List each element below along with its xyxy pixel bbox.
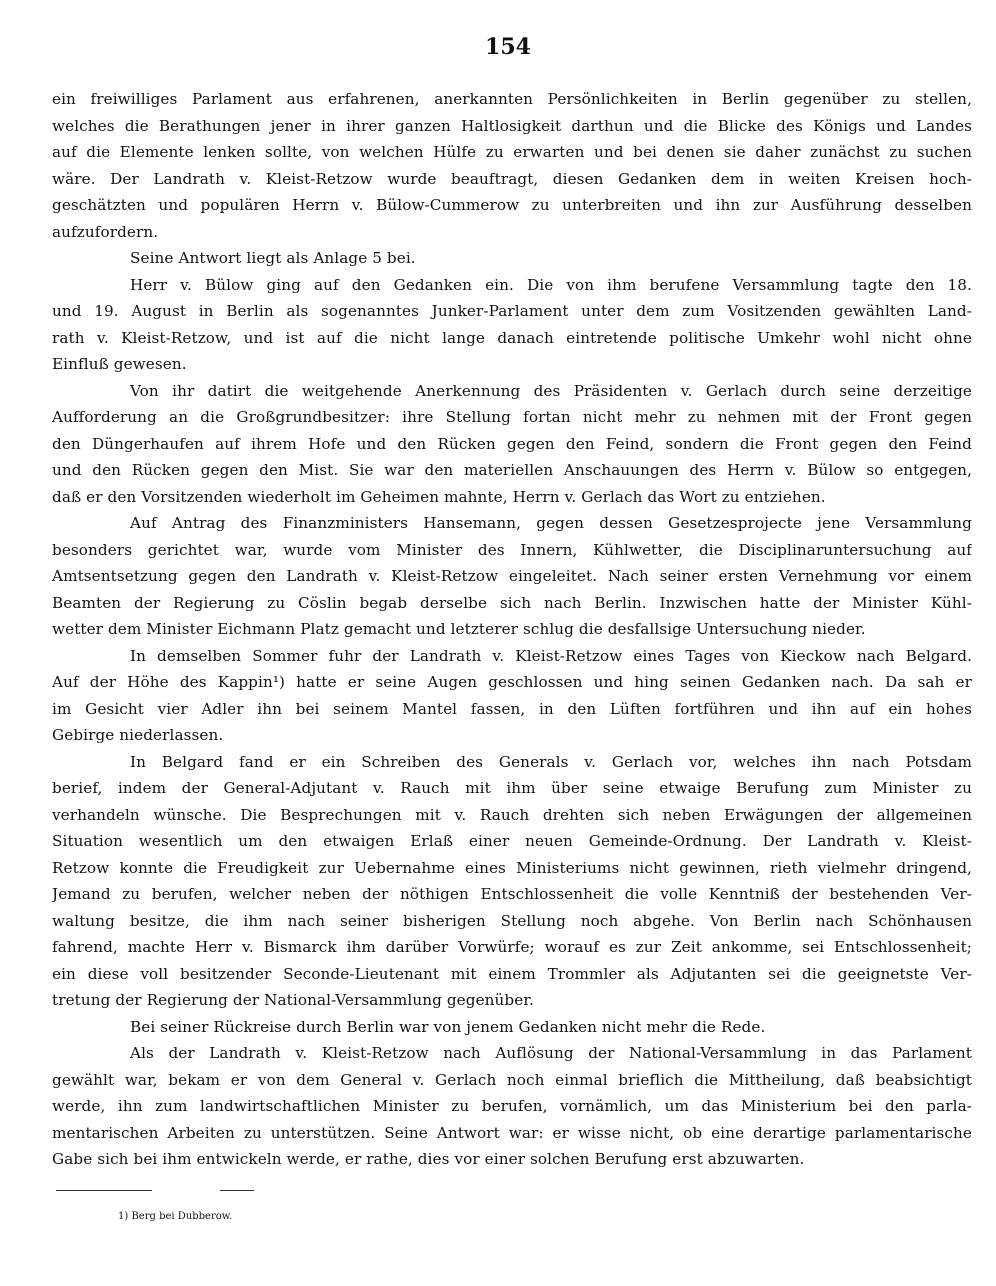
paragraph	[52, 510, 972, 643]
paragraph	[52, 272, 972, 378]
text-line: Auf Antrag des Finanzministers Hansemann, gegen dessen Gesetzesprojecte jene Versammlung	[130, 514, 972, 532]
text-line: berief, indem der General-Adjutant v. Rauch mit ihm über seine etwaige Berufung zum Minister zu	[52, 779, 972, 797]
footnote: 1) Berg bei Dubberow.	[118, 1211, 233, 1222]
text-line: ein freiwilliges Parlament aus erfahrenen, anerkannten Persönlichkeiten in Berlin gegenüber zu stellen,	[52, 90, 972, 108]
text-line: tretung der Regierung der National-Versammlung gegenüber.	[52, 991, 534, 1009]
paragraph	[52, 245, 972, 272]
text-line: gewählt war, bekam er von dem General v. Gerlach noch einmal brieflich die Mittheilung, daß beabsichtigt	[52, 1070, 972, 1089]
text-line: mentarischen Arbeiten zu unterstützen. Seine Antwort war: er wisse nicht, ob eine derartige parlamentarische	[52, 1123, 972, 1142]
text-line: In Belgard fand er ein Schreiben des Generals v. Gerlach vor, welches ihn nach Potsdam	[130, 752, 972, 771]
text-line: In demselben Sommer fuhr der Landrath v. Kleist-Retzow eines Tages von Kieckow nach Belgard.	[130, 646, 972, 665]
text-line: Auf der Höhe des Kappin¹) hatte er seine Augen geschlossen und hing seinen Gedanken nach. Da sah er	[52, 673, 972, 691]
text-line: aufzufordern.	[52, 222, 159, 241]
text-line: und 19. August in Berlin als sogenanntes Junker-Parlament unter dem zum Vositzenden gewählten Land-	[52, 302, 972, 320]
text-line: und den Rücken gegen den Mist. Sie war den materiellen Anschauungen des Herrn v. Bülow so entgegen,	[52, 461, 972, 479]
paragraph	[52, 1014, 972, 1041]
text-line: wäre. Der Landrath v. Kleist-Retzow wurde beauftragt, diesen Gedanken dem in weiten Kreisen hoch-	[52, 169, 972, 188]
paragraph	[52, 1040, 972, 1173]
footnote-rule	[56, 1190, 256, 1204]
text-line: geschätzten und populären Herrn v. Bülow-Cummerow zu unterbreiten und ihn zur Ausführung desselben	[52, 196, 972, 214]
text-line: im Gesicht vier Adler ihn bei seinem Mantel fassen, in den Lüften fortführen und ihn auf ein hohes	[52, 699, 972, 718]
text-line: den Düngerhaufen auf ihrem Hofe und den Rücken gegen den Feind, sondern die Front gegen den Feind	[52, 434, 972, 453]
text-line: Aufforderung an die Großgrundbesitzer: ihre Stellung fortan nicht mehr zu nehmen mit der Front gegen	[52, 408, 972, 426]
text-line: Gabe sich bei ihm entwickeln werde, er rathe, dies vor einer solchen Berufung erst abzuwarten.	[52, 1150, 805, 1168]
text-line: Retzow konnte die Freudigkeit zur Uebernahme eines Ministeriums nicht gewinnen, rieth vielmehr dringend,	[52, 858, 972, 877]
page-number: 154	[485, 34, 531, 60]
paragraph	[52, 749, 972, 1014]
text-line: Seine Antwort liegt als Anlage 5 bei.	[130, 249, 416, 267]
text-line: Einfluß gewesen.	[52, 355, 187, 373]
text-line: waltung besitze, die ihm nach seiner bisherigen Stellung noch abgehe. Von Berlin nach Schönhausen	[52, 911, 972, 930]
text-line: besonders gerichtet war, wurde vom Minister des Innern, Kühlwetter, die Disciplinaruntersuchung auf	[52, 540, 972, 559]
text-line: Beamten der Regierung zu Cöslin begab derselbe sich nach Berlin. Inzwischen hatte der Minister Kühl-	[52, 593, 972, 612]
text-line: werde, ihn zum landwirtschaftlichen Minister zu berufen, vornämlich, um das Ministerium bei den parla-	[52, 1097, 972, 1115]
text-line: fahrend, machte Herr v. Bismarck ihm darüber Vorwürfe; worauf es zur Zeit ankomme, sei Entschlossenheit;	[52, 938, 972, 956]
text-line: Bei seiner Rückreise durch Berlin war von jenem Gedanken nicht mehr die Rede.	[130, 1017, 766, 1036]
text-line: verhandeln wünsche. Die Besprechungen mit v. Rauch drehten sich neben Erwägungen der allgemeinen	[52, 805, 972, 824]
text-line: welches die Berathungen jener in ihrer ganzen Haltlosigkeit darthun und die Blicke des Königs und Landes	[52, 116, 972, 135]
paragraph	[52, 643, 972, 749]
text-line: Von ihr datirt die weitgehende Anerkennung des Präsidenten v. Gerlach durch seine derzeitige	[130, 381, 972, 400]
text-line: Als der Landrath v. Kleist-Retzow nach Auflösung der National-Versammlung in das Parlament	[130, 1044, 972, 1062]
text-line: Situation wesentlich um den etwaigen Erlaß einer neuen Gemeinde-Ordnung. Der Landrath v. Kleist-	[52, 832, 972, 850]
text-line: Jemand zu berufen, welcher neben der nöthigen Entschlossenheit die volle Kenntniß der bestehenden Ver-	[52, 885, 972, 903]
text-line: rath v. Kleist-Retzow, und ist auf die nicht lange danach eintretende politische Umkehr wohl nicht ohne	[52, 328, 972, 347]
text-line: ein diese voll besitzender Seconde-Lieutenant mit einem Trommler als Adjutanten sei die geeignetste Ver-	[52, 964, 972, 983]
text-line: Amtsentsetzung gegen den Landrath v. Kleist-Retzow eingeleitet. Nach seiner ersten Vernehmung vor einem	[52, 567, 972, 585]
text-line: auf die Elemente lenken sollte, von welchen Hülfe zu erwarten und bei denen sie daher zunächst zu suchen	[52, 143, 972, 161]
paragraph	[52, 378, 972, 511]
paragraph	[52, 86, 972, 245]
text-line: wetter dem Minister Eichmann Platz gemacht und letzterer schlug die desfallsige Untersuchung nieder.	[52, 620, 866, 638]
text-line: Gebirge niederlassen.	[52, 726, 224, 744]
text-line: daß er den Vorsitzenden wiederholt im Geheimen mahnte, Herrn v. Gerlach das Wort zu entziehen.	[52, 487, 826, 506]
body-text	[52, 86, 972, 1173]
text-line: Herr v. Bülow ging auf den Gedanken ein. Die von ihm berufene Versammlung tagte den 18.	[130, 275, 972, 294]
